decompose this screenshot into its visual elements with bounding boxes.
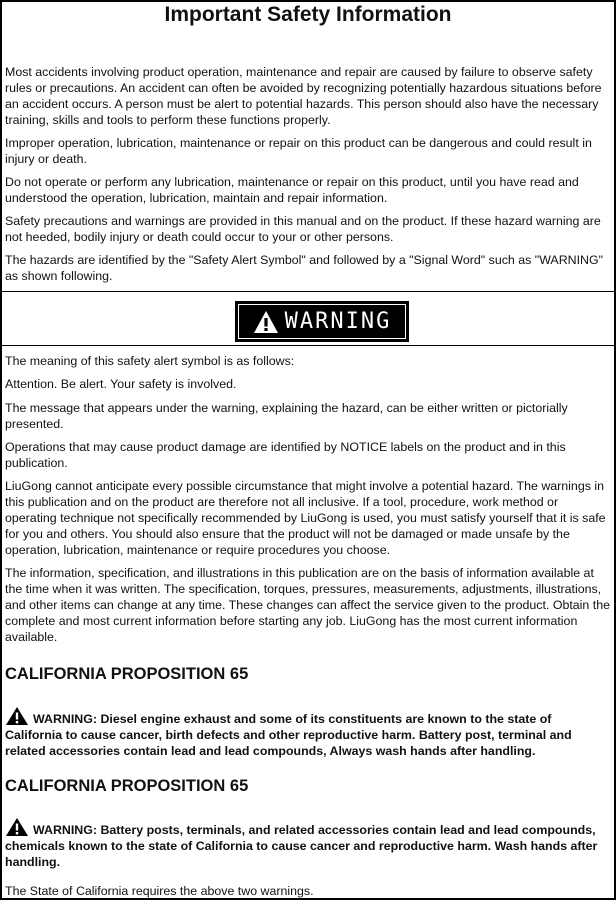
paragraph-safety-precautions: Safety precautions and warnings are provided in this manual and on the product. If these hazard warning are not heeded, bodily injury or death could occur to your or other persons. bbox=[5, 214, 601, 244]
prop65-heading-1: CALIFORNIA PROPOSITION 65 bbox=[5, 665, 249, 683]
warning-triangle-icon bbox=[5, 817, 29, 837]
paragraph-improper-operation: Improper operation, lubrication, maintenance or repair on this product can be dangerous and could result in injury or death. bbox=[5, 136, 592, 166]
prop65-warning-2 bbox=[5, 817, 611, 870]
divider-top bbox=[2, 291, 614, 292]
prop65-warning-1-text: WARNING: Diesel engine exhaust and some of its constituents are known to the state of California to cause cancer, birth defects and other reproductive harm. Battery post, terminal and related accessories contain lead and lead compounds, Always wash hands after handling. bbox=[5, 712, 572, 758]
prop65-warning-1 bbox=[5, 706, 611, 759]
paragraph-notice-labels: Operations that may cause product damage are identified by NOTICE labels on the product and in this publication. bbox=[5, 440, 566, 470]
paragraph-information-specification: The information, specification, and illustrations in this publication are on the basis of information available at the time when it was written. The specification, torques, pressures, measurements, adjustments, illustrations, and other items can change at any time. These changes can affect the service given to the product. Obtain the complete and most current information before starting any job. LiuGong has the most current information available. bbox=[5, 566, 610, 644]
warning-banner bbox=[235, 301, 409, 342]
prop65-heading-2: CALIFORNIA PROPOSITION 65 bbox=[5, 777, 249, 795]
paragraph-accidents: Most accidents involving product operation, maintenance and repair are caused by failure to observe safety rules or precautions. An accident can often be avoided by recognizing potentially hazardous situations before an accident occurs. A person must be alert to potential hazards. This person should also have the necessary training, skills and tools to perform these functions properly. bbox=[5, 65, 602, 127]
warning-triangle-icon bbox=[5, 706, 29, 726]
warning-triangle-icon bbox=[253, 310, 279, 334]
prop65-warning-2-text: WARNING: Battery posts, terminals, and related accessories contain lead and lead compounds, chemicals known to the state of California to cause cancer and reproductive harm. Wash hands after handling. bbox=[5, 823, 598, 869]
paragraph-do-not-operate: Do not operate or perform any lubrication, maintenance or repair on this product, until you have read and understood the operation, lubrication, maintain and repair information. bbox=[5, 175, 579, 205]
paragraph-message-presented: The message that appears under the warning, explaining the hazard, can be either written or pictorially presented. bbox=[5, 401, 568, 431]
divider-bottom bbox=[2, 345, 614, 346]
paragraph-attention: Attention. Be alert. Your safety is involved. bbox=[5, 377, 237, 391]
paragraph-hazards-identified: The hazards are identified by the "Safety Alert Symbol" and followed by a "Signal Word" such as "WARNING" as shown following. bbox=[5, 253, 604, 283]
footer-requirement: The State of California requires the above two warnings. bbox=[5, 884, 314, 898]
warning-word: WARNING bbox=[284, 308, 392, 334]
paragraph-liugong-anticipate: LiuGong cannot anticipate every possible circumstance that might involve a potential hazard. The warnings in this publication and on the product are therefore not all inclusive. If a tool, procedure, work method or operating technique not specifically recommended by LiuGong is used, you must satisfy yourself that it is safe for you and others. You should also ensure that the product will not be damaged or made unsafe by the operation, lubrication, maintenance or require procedures you choose. bbox=[5, 479, 606, 557]
paragraph-symbol-meaning: The meaning of this safety alert symbol is as follows: bbox=[5, 354, 295, 368]
page-title: Important Safety Information bbox=[164, 3, 452, 26]
